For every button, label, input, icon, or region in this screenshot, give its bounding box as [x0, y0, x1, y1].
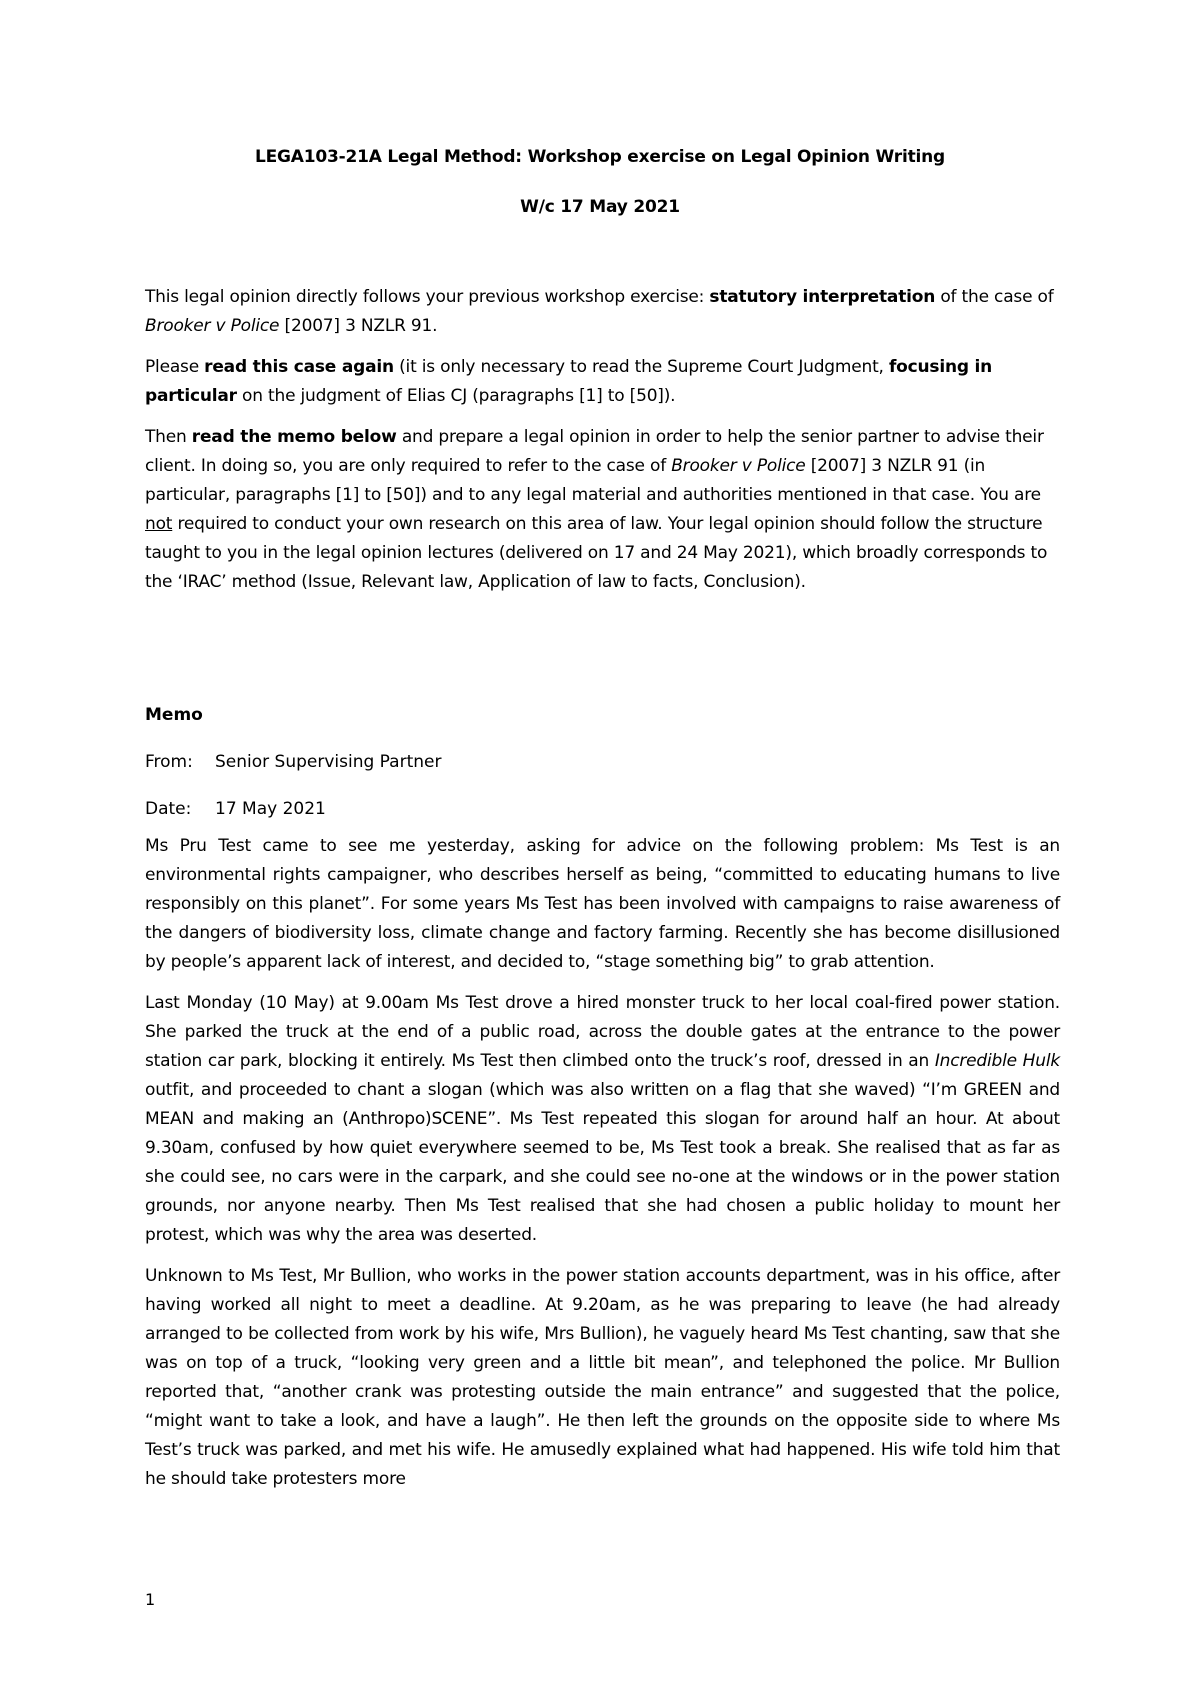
- document-title: LEGA103-21A Legal Method: Workshop exercise on Legal Opinion Writing: [254, 147, 946, 167]
- memo-date-line: [145, 799, 326, 819]
- memo-paragraph-2: Last Monday (10 May) at 9.00am Ms Test drove a hired monster truck to her local coal-fired power station. She parked the truck at the end of a public road, across the double gates at the entrance to the power station car park, blocking it entirely. Ms Test then climbed onto the truck’s roof, dressed in an Incredible Hulk outfit, and proceeded to chant a slogan (which was also written on a flag that she waved) “I’m GREEN and MEAN and making an (Anthropo)SCENE”. Ms Test repeated this slogan for around half an hour. At about 9.30am, confused by how quiet everywhere seemed to be, Ms Test took a break. She realised that as far as she could see, no cars were in the carpark, and she could see no-one at the windows or in the power station grounds, nor anyone nearby. Then Ms Test realised that she had chosen a public holiday to mount her protest, which was why the area was deserted.: [145, 993, 1060, 1245]
- document-week: W/c 17 May 2021: [520, 197, 680, 217]
- memo-paragraph-1: Ms Pru Test came to see me yesterday, asking for advice on the following problem: Ms Test is an environmental rights campaigner, who describes herself as being, “committed to educating humans to live responsibly on this planet”. For some years Ms Test has been involved with campaigns to raise awareness of the dangers of biodiversity loss, climate change and factory farming. Recently she has become disillusioned by people’s apparent lack of interest, and decided to, “stage something big” to grab attention.: [145, 836, 1060, 972]
- memo-paragraph-3: Unknown to Ms Test, Mr Bullion, who works in the power station accounts department, was in his office, after having worked all night to meet a deadline. At 9.20am, as he was preparing to leave (he had already arranged to be collected from work by his wife, Mrs Bullion), he vaguely heard Ms Test chanting, saw that she was on top of a truck, “looking very green and a little bit mean”, and telephoned the police. Mr Bullion reported that, “another crank was protesting outside the main entrance” and suggested that the police, “might want to take a look, and have a laugh”. He then left the grounds on the opposite side to where Ms Test’s truck was parked, and met his wife. He amusedly explained what had happened. His wife told him that he should take protesters more: [145, 1266, 1060, 1489]
- memo-from-label: From:: [145, 752, 193, 772]
- memo-from-line: [145, 752, 441, 772]
- memo-body: [145, 832, 1060, 1506]
- memo-date-label: Date:: [145, 799, 192, 819]
- instructions: [145, 283, 1060, 609]
- intro-paragraph-2: Please read this case again (it is only necessary to read the Supreme Court Judgment, focusing in particular on the judgment of Elias CJ (paragraphs [1] to [50]).: [145, 357, 993, 406]
- page-number: 1: [145, 1590, 156, 1609]
- intro-paragraph-3: Then read the memo below and prepare a legal opinion in order to help the senior partner to advise their client. In doing so, you are only required to refer to the case of Brooker v Police [2007] 3 NZLR 91 (in particular, paragraphs [1] to [50]) and to any legal material and authorities mentioned in that case. You are not required to conduct your own research on this area of law. Your legal opinion should follow the structure taught to you in the legal opinion lectures (delivered on 17 and 24 May 2021), which broadly corresponds to the ‘IRAC’ method (Issue, Relevant law, Application of law to facts, Conclusion).: [145, 427, 1048, 592]
- intro-paragraph-1: This legal opinion directly follows your previous workshop exercise: statutory interpretation of the case of Brooker v Police [2007] 3 NZLR 91.: [145, 287, 1054, 336]
- memo-date-value: 17 May 2021: [215, 799, 326, 819]
- memo-heading: Memo: [145, 705, 203, 725]
- memo-from-value: Senior Supervising Partner: [215, 752, 442, 772]
